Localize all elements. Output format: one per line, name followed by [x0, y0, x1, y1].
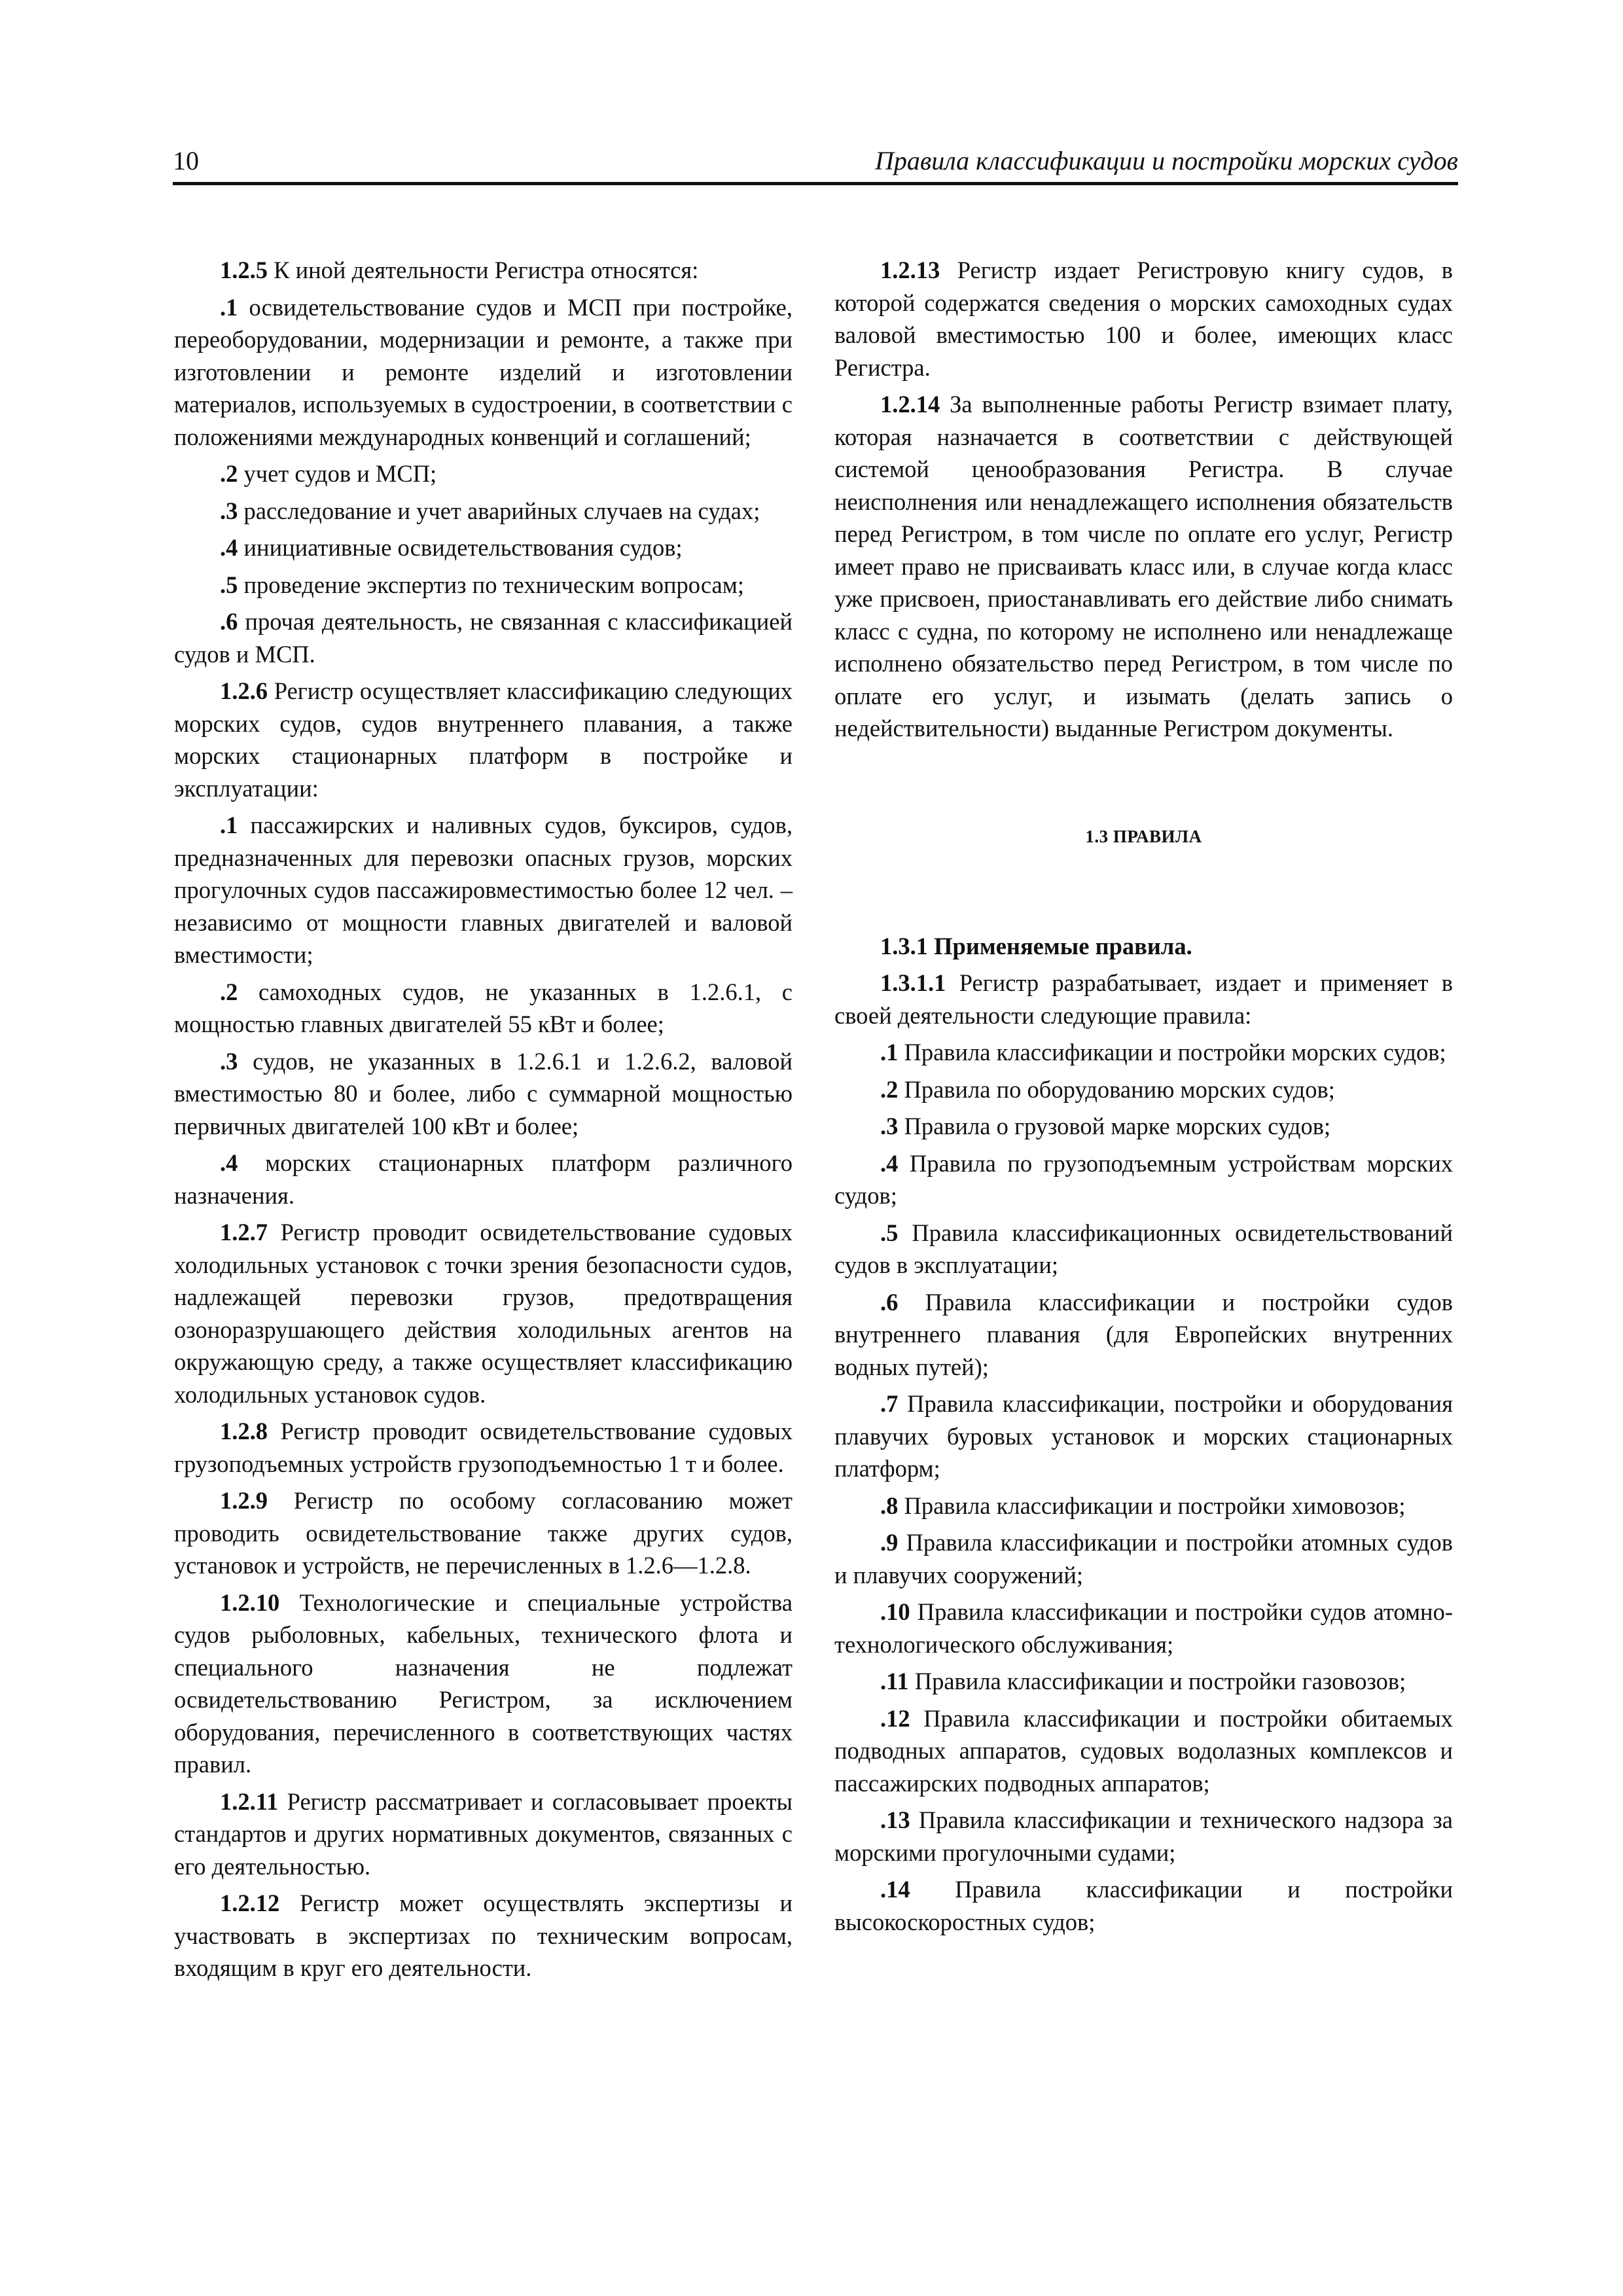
paragraph: [174, 1147, 793, 1211]
paragraph: [174, 1415, 793, 1480]
paragraph-text: За выполненные работы Регистр взимает плату, которая назначается в соответствии с действующей системой ценообразования Регистра. В случае неисполнения или ненадлежащего исполнения обязательств перед Регистром, в том числе по оплате его услуг, Регистр имеет право не присваивать класс или, в случае когда класс уже присвоен, приостанавливать его действие либо снимать класс с судна, по которому не исполнено или ненадлежаще исполнено обязательство перед Регистром, в том числе по оплате его услуг, и изымать (делать запись о недействительности) выданные Регистром документы.: [834, 391, 1453, 742]
paragraph: [834, 1036, 1453, 1069]
paragraph: [834, 1596, 1453, 1660]
paragraph-number: .8: [880, 1492, 899, 1519]
paragraph: [174, 1587, 793, 1781]
paragraph: [834, 1665, 1453, 1698]
paragraph-number: .14: [880, 1876, 910, 1903]
paragraph: [174, 1887, 793, 1984]
paragraph-number: .6: [880, 1288, 899, 1316]
paragraph: [834, 967, 1453, 1031]
paragraph-text: Регистр проводит освидетельствование судовых холодильных установок с точки зрения безопасности судов, надлежащей перевозки грузов, предотвращения озоноразрушающего действия холодильных агентов на окружающую среду, а также осуществляет классификацию холодильных установок судов.: [174, 1219, 793, 1408]
paragraph-text: Правила о грузовой марке морских судов;: [898, 1113, 1331, 1139]
paragraph-text: Технологические и специальные устройства судов рыболовных, кабельных, технического флота и специального назначения не подлежат освидетельствованию Регистром, за исключением оборудования, перечисленного в соответствующих частях правил.: [174, 1588, 793, 1778]
paragraph-text: Правила классификационных освидетельствований судов в эксплуатации;: [834, 1219, 1453, 1278]
paragraph: [174, 291, 793, 454]
paragraph: [834, 254, 1453, 384]
paragraph-text: Правила классификации и технического надзора за морскими прогулочными судами;: [834, 1806, 1453, 1866]
paragraph-text: учет судов и МСП;: [238, 460, 437, 487]
paragraph-number: .11: [880, 1668, 909, 1695]
paragraph-text: Регистр проводит освидетельствование судовых грузоподъемных устройств грузоподъемностью 1 т и более.: [174, 1418, 793, 1477]
paragraph-text: Правила классификации и постройки обитаемых подводных аппаратов, судовых водолазных комплексов и пассажирских подводных аппаратов;: [834, 1704, 1453, 1797]
paragraph-number: 1.2.9: [220, 1487, 268, 1514]
paragraph-text: Регистр осуществляет классификацию следующих морских судов, судов внутреннего плавания, а также морских стационарных платформ в постройке и эксплуатации:: [174, 677, 793, 802]
paragraph-text: расследование и учет аварийных случаев на судах;: [238, 497, 760, 524]
paragraph-text: судов, не указанных в 1.2.6.1 и 1.2.6.2, валовой вместимостью 80 и более, либо с суммарной мощностью первичных двигателей 100 кВт и более;: [174, 1047, 793, 1139]
paragraph-number: 1.2.7: [220, 1219, 268, 1246]
paragraph-text: Правила классификации и постройки морских судов;: [898, 1039, 1446, 1066]
paragraph: [834, 1490, 1453, 1522]
paragraph-text: самоходных судов, не указанных в 1.2.6.1, с мощностью главных двигателей 55 кВт и более;: [174, 978, 793, 1037]
paragraph-text: Правила по грузоподъемным устройствам морских судов;: [834, 1149, 1453, 1209]
paragraph-text: Регистр может осуществлять экспертизы и участвовать в экспертизах по техническим вопросам, входящим в круг его деятельности.: [174, 1890, 793, 1981]
paragraph-text: морских стационарных платформ различного назначения.: [174, 1149, 793, 1209]
paragraph-text: пассажирских и наливных судов, буксиров, судов, предназначенных для перевозки опасных грузов, морских прогулочных судов пассажировместимостью более 12 чел. – независимо от мощности главных двигателей и валовой вместимости;: [174, 812, 793, 968]
paragraph-number: 1.2.11: [220, 1787, 279, 1815]
paragraph-text: инициативные освидетельствования судов;: [238, 534, 683, 561]
paragraph: [174, 495, 793, 528]
paragraph-number: .1: [220, 812, 238, 838]
paragraph: [174, 605, 793, 670]
paragraph-text: Правила классификации и постройки газовозов;: [908, 1668, 1406, 1695]
paragraph: [174, 675, 793, 804]
paragraph-text: Правила классификации и постройки высокоскоростных судов;: [834, 1876, 1453, 1935]
paragraph-number: 1.2.10: [220, 1588, 280, 1616]
paragraph: [834, 1873, 1453, 1938]
right-column-bottom: [834, 967, 1453, 1938]
paragraph-number: .4: [880, 1149, 899, 1177]
paragraph: [174, 457, 793, 490]
paragraph: [174, 976, 793, 1041]
paragraph: [174, 809, 793, 971]
paragraph: [834, 1147, 1453, 1212]
paragraph-text: Регистр разрабатывает, издает и применяет в своей деятельности следующие правила:: [834, 969, 1453, 1029]
paragraph: [834, 1388, 1453, 1485]
paragraph-number: .5: [880, 1219, 899, 1246]
paragraph: [834, 1073, 1453, 1106]
page-number: 10: [173, 146, 199, 175]
subsection-heading: 1.3.1 Применяемые правила.: [880, 932, 1192, 960]
paragraph: [174, 1484, 793, 1582]
paragraph-text: Правила классификации и постройки судов атомно-технологического обслуживания;: [834, 1598, 1453, 1658]
paragraph: [174, 1045, 793, 1143]
paragraph: [174, 531, 793, 564]
paragraph: [834, 1526, 1453, 1591]
paragraph-text: К иной деятельности Регистра относятся:: [268, 257, 699, 283]
paragraph: [174, 1785, 793, 1883]
paragraph-text: Правила классификации и постройки судов внутреннего плавания (для Европейских внутренних водных путей);: [834, 1288, 1453, 1380]
paragraph-number: .4: [220, 1149, 238, 1176]
right-column: [834, 254, 1453, 1943]
paragraph-text: Регистр по особому согласованию может проводить освидетельствование также других судов, установок и устройств, не перечисленных в 1.2.6—1.2.8.: [174, 1487, 793, 1579]
paragraph: [834, 1110, 1453, 1143]
left-column: [174, 254, 793, 1989]
paragraph-text: прочая деятельность, не связанная с классификацией судов и МСП.: [174, 608, 793, 668]
paragraph-number: .5: [220, 571, 238, 598]
paragraph-text: освидетельствование судов и МСП при постройке, переоборудовании, модернизации и ремонте, а также при изготовлении и ремонте изделий и изготовлении материалов, используемых в судостроении, в соответствии с положениями международных конвенций и соглашений;: [174, 293, 793, 450]
paragraph-number: .3: [220, 497, 238, 524]
paragraph-number: .2: [220, 460, 238, 487]
paragraph: [834, 1217, 1453, 1282]
paragraph: [834, 1702, 1453, 1800]
section-title: 1.3 ПРАВИЛА: [1085, 826, 1202, 846]
paragraph: [174, 254, 793, 287]
paragraph-text: Правила классификации и постройки химовозов;: [898, 1492, 1406, 1519]
paragraph-number: 1.2.13: [880, 257, 940, 283]
paragraph: [834, 1804, 1453, 1869]
paragraph-number: 1.2.6: [220, 677, 268, 704]
paragraph-number: .2: [220, 978, 238, 1005]
paragraph: [834, 388, 1453, 745]
paragraph-number: .1: [220, 293, 238, 321]
paragraph-number: .1: [880, 1039, 899, 1066]
page-header: [173, 143, 1458, 185]
paragraph-text: Регистр издает Регистровую книгу судов, в которой содержатся сведения о морских самоходных судах валовой вместимостью 100 и более, имеющих класс Регистра.: [834, 257, 1453, 381]
paragraph: [834, 1286, 1453, 1384]
paragraph: [174, 1216, 793, 1410]
paragraph-number: .10: [880, 1598, 910, 1625]
paragraph-text: проведение экспертиз по техническим вопросам;: [238, 571, 744, 598]
paragraph-text: Правила по оборудованию морских судов;: [898, 1075, 1335, 1103]
paragraph-number: .12: [880, 1704, 910, 1732]
paragraph-number: 1.2.5: [220, 257, 268, 283]
paragraph-number: 1.3.1.1: [880, 969, 946, 996]
paragraph-number: .3: [220, 1047, 238, 1075]
paragraph-number: .7: [880, 1390, 899, 1417]
paragraph-number: .9: [880, 1529, 899, 1556]
running-title: Правила классификации и постройки морских судов: [874, 146, 1458, 175]
paragraph-number: 1.2.12: [220, 1890, 280, 1916]
paragraph-text: Регистр рассматривает и согласовывает проекты стандартов и других нормативных документов, связанных с его деятельностью.: [174, 1787, 793, 1880]
paragraph-number: .4: [220, 534, 238, 561]
paragraph-text: Правила классификации и постройки атомных судов и плавучих сооружений;: [834, 1529, 1453, 1588]
paragraph-number: .2: [880, 1075, 899, 1103]
paragraph: [174, 569, 793, 601]
paragraph-number: 1.2.14: [880, 391, 940, 418]
right-column-top: [834, 254, 1453, 745]
paragraph-number: .6: [220, 608, 238, 635]
paragraph-number: .3: [880, 1113, 899, 1139]
paragraph-text: Правила классификации, постройки и оборудования плавучих буровых установок и морских стационарных платформ;: [834, 1390, 1453, 1482]
paragraph-number: 1.2.8: [220, 1418, 268, 1444]
paragraph-number: .13: [880, 1806, 910, 1833]
